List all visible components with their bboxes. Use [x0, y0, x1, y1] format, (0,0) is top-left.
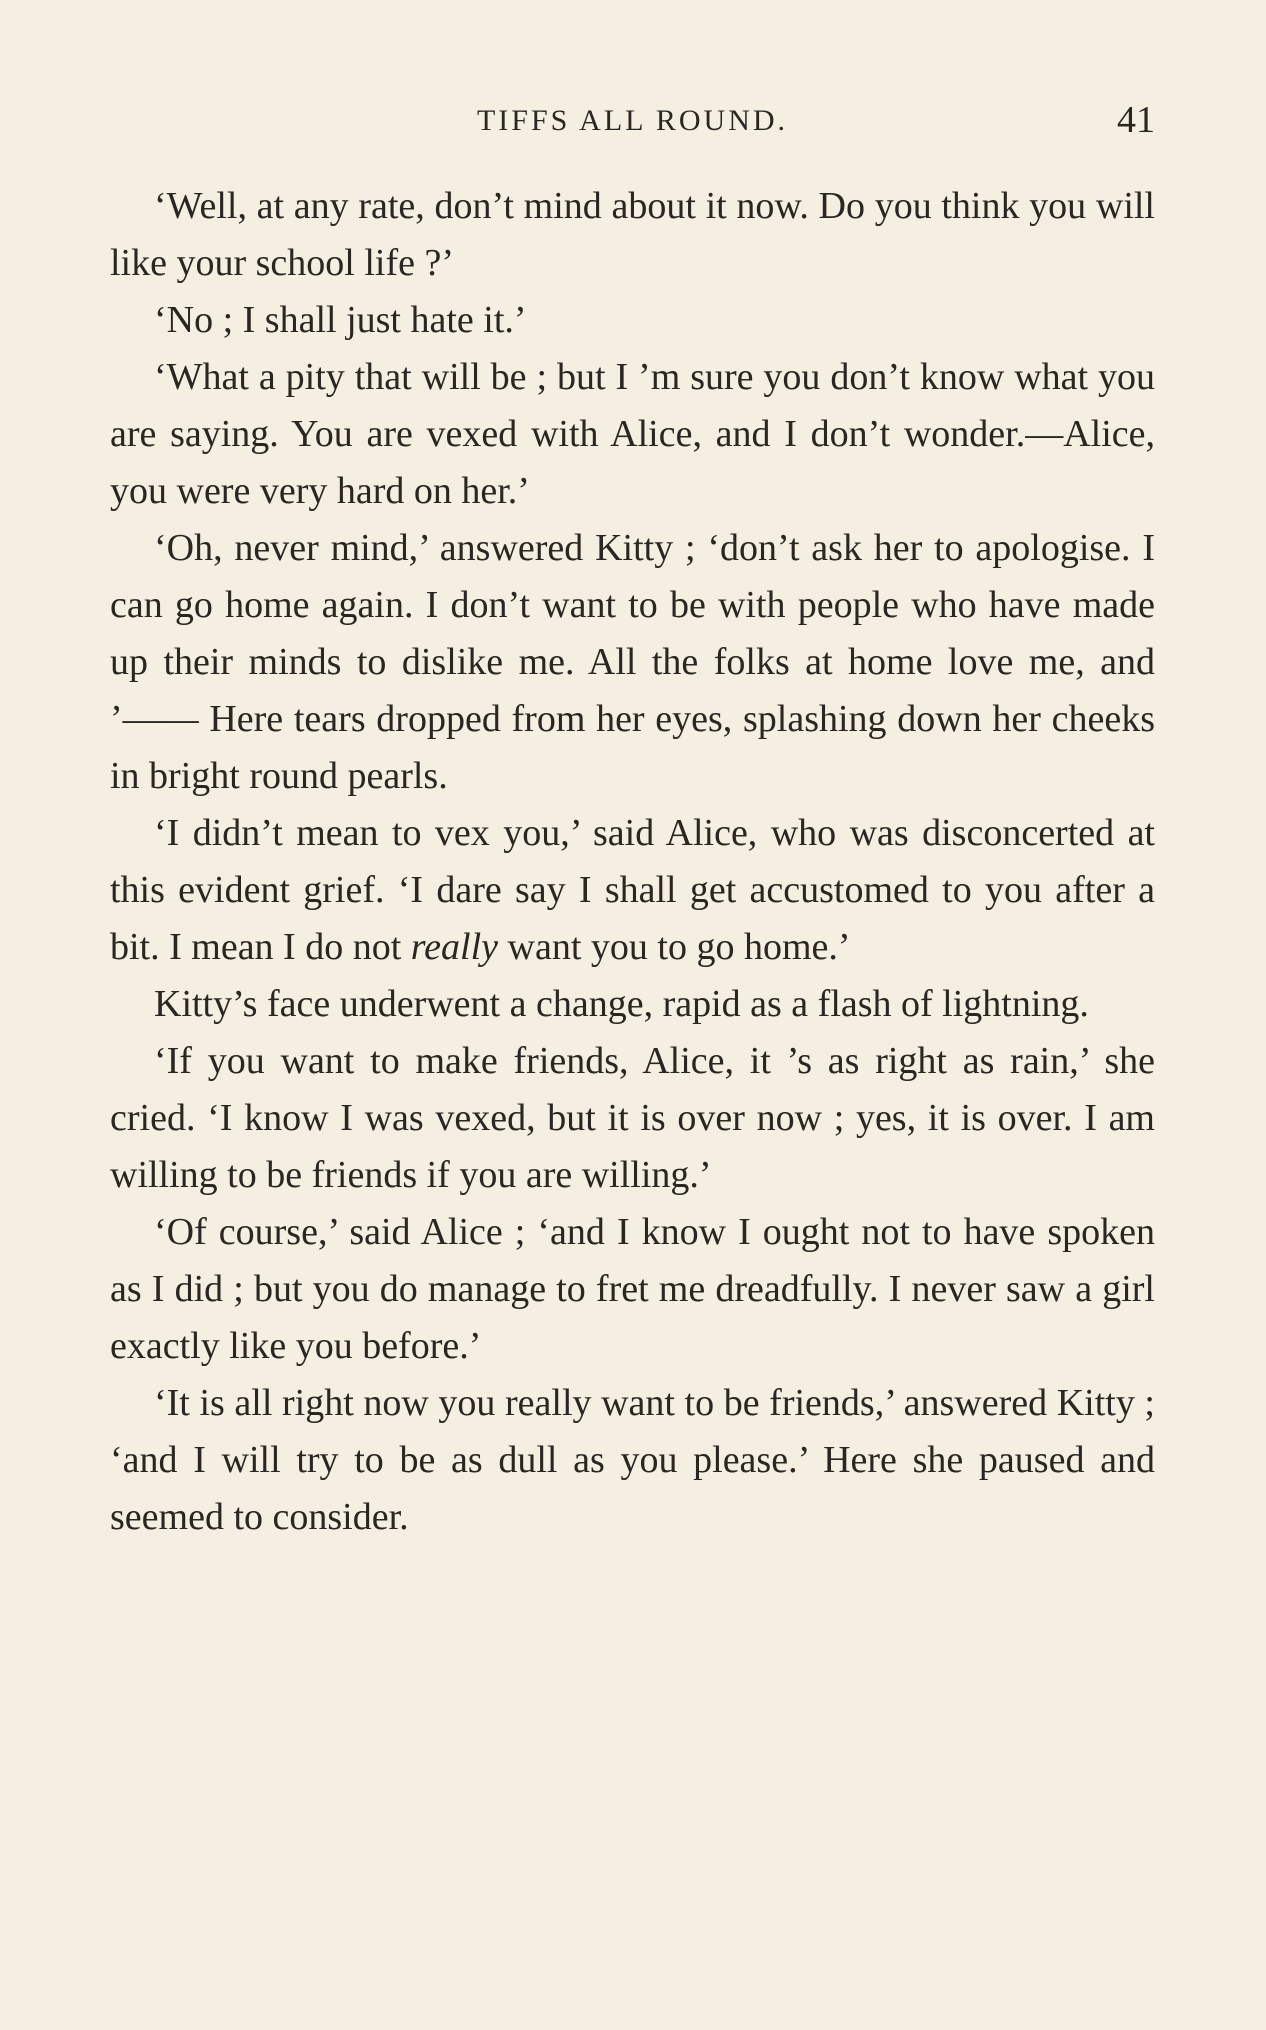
paragraph: ‘No ; I shall just hate it.’	[154, 299, 527, 341]
paragraph: ‘It is all right now you really want to be friends,’ answered Kitty ; ‘and I will try to be as dull as you please.’ Here she paused and seemed to consider.	[110, 1382, 1155, 1538]
paragraph: ‘Of course,’ said Alice ; ‘and I know I ought not to have spoken as I did ; but you do manage to fret me dreadfully. I never saw a girl exactly like you before.’	[110, 1211, 1155, 1367]
paragraph: ‘Well, at any rate, don’t mind about it now. Do you think you will like your school life ?’	[110, 185, 1155, 284]
paragraph-text: want you to go home.’	[498, 926, 851, 968]
paragraph-text: ‘I didn’t mean to vex you,’ said Alice, who was disconcerted at this evident grief. ‘I dare say I shall get accustomed to you after a bit. I mean I do not	[110, 812, 1155, 968]
paragraph: ‘Oh, never mind,’ answered Kitty ; ‘don’t ask her to apologise. I can go home again. I don’t want to be with people who have made up their minds to dislike me. All the folks at home love me, and ’—— Here tears dropped from her eyes, splashing down her cheeks in bright round pearls.	[110, 527, 1155, 797]
paragraph: Kitty’s face underwent a change, rapid as a flash of lightning.	[154, 983, 1089, 1025]
paragraph	[110, 805, 1155, 976]
running-head	[110, 98, 1155, 148]
paragraph: ‘What a pity that will be ; but I ’m sure you don’t know what you are saying. You are vexed with Alice, and I don’t wonder.—Alice, you were very hard on her.’	[110, 356, 1155, 512]
paragraph: ‘If you want to make friends, Alice, it ’s as right as rain,’ she cried. ‘I know I was vexed, but it is over now ; yes, it is over. I am willing to be friends if you are willing.’	[110, 1040, 1155, 1196]
emphasized-word: really	[410, 926, 499, 968]
chapter-title: TIFFS ALL ROUND.	[476, 104, 789, 137]
page-number: 41	[1117, 99, 1155, 141]
body-text	[110, 178, 1155, 1546]
